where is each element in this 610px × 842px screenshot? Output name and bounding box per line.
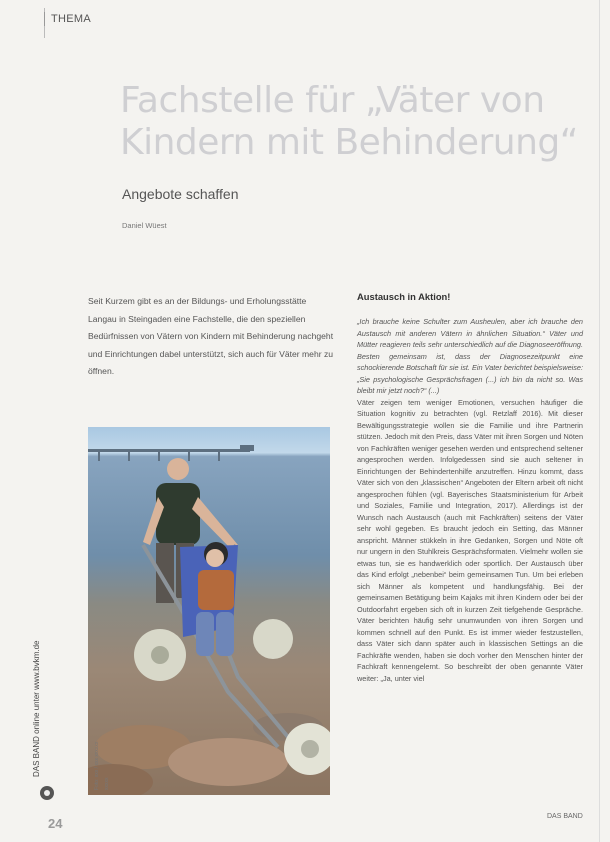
article-photo [88, 427, 330, 795]
magazine-name: DAS BAND [547, 813, 583, 820]
father-quote: „Ich brauche keine Schulter zum Ausheulen, aber ich brauche den Austausch mit anderen Vätern in ähnlichen Situation.“ Väter und Mütter reagieren teils sehr unterschiedlich auf die Diagnoseeröffnung. Besten gemeinsam ist, dass der Diagnosezeitpunkt eine schockierende Botschaft für sie ist. Ein Vater berichtet beispielsweise: „Sie psychologische Gesprächsfragen (...) ich bin da nicht so. Was bleibt mir jetzt noch?“ (...) [357, 317, 583, 395]
article-title [120, 80, 580, 164]
article-subtitle: Angebote schaffen [122, 186, 239, 202]
title-line-1: Fachstelle für „Väter von [120, 80, 545, 121]
right-column-body: Väter zeigen tem weniger Emotionen, versuchen häufiger die Situation kognitiv zu betrachten (vgl. Retzlaff 2016). Mit dieser Bewältigungsstrategie wollen sie die Familie und ihre Partnerin stützen. Jedoch mit den Preis, dass Väter mit ihren Sorgen und Nöten von Fachkräften weniger gesehen werden und entsprechend seltener angesprochen werden. Infolgedessen sind sie auch seltener in Einrichtungen der Behindertenhilfe anzutreffen. Hinzu kommt, dass Väter sich von den „klassischen“ Angeboten der Eltern arbeit oft nicht angesprochen fühlen (vgl. Bayerisches Staatsministerium für Arbeit und Soziales, Familie und Integration, 2017). Allerdings ist der Wunsch nach Austausch (auch mit Fachkräften) seitens der Väter sehr wohl gegeben. Es braucht jedoch ein Setting, das Männer anspricht. Männer stükkeln in ihre Gedanken, Sorgen und Nöte oft nur ungern in den Stuhlkreis Gesprächsformaten. Vielmehr wollen sie etwas tun, sie es handwerklich oder sportlich. Der Austausch über das Kind erfolgt „nebenbei“ beim gemeinsamen Tun. Um bei erleben sich Männer als kompetent und handlungsfähig. Bei der gemeinsamen Betätigung beim Kajaks mit ihren Kindern oder bei der Outdoorfahrt ergeben sich oft in kurzen Zeit tiefgehende Gespräche. Väter berichten häufig sehr unumwunden von ihren Sorgen und kommen schnell auf den Punkt. Es ist immer wieder festzustellen, dass Väter sich dann später auch in klassischen Settings an die Fachkräfte wenden, haben sie doch vorher den Menschen hinter der Fachkraft kennengelernt. So beschreibt der oben genannte Väter weiter: „Ja, unter viel [357, 397, 583, 683]
right-column-heading: Austausch in Aktion! [357, 291, 451, 302]
beach-wheelchair-illustration [88, 427, 330, 795]
band-logo-icon [40, 786, 54, 800]
photo-credit: Foto: xxx / xxx xxxxxx xxxxx [94, 741, 110, 790]
article-author: Daniel Wüest [122, 221, 167, 230]
page-number: 24 [48, 816, 63, 831]
page-edge [599, 0, 600, 842]
title-line-2: Kindern mit Behinderung“ [120, 122, 578, 163]
article-intro: Seit Kurzem gibt es an der Bildungs- und Erholungsstätte Langau in Steingaden eine Fachstelle, die den speziellen Bedürfnissen von Vätern von Kindern mit Behinderung nachgeht und Einrichtungen dabel unterstützt, sich auch für Väter mehr zu öffnen. [88, 296, 334, 377]
website-link[interactable]: DAS BAND online unter www.bvkm.de [32, 640, 41, 777]
right-column [357, 290, 583, 684]
section-label: THEMA [44, 12, 91, 26]
